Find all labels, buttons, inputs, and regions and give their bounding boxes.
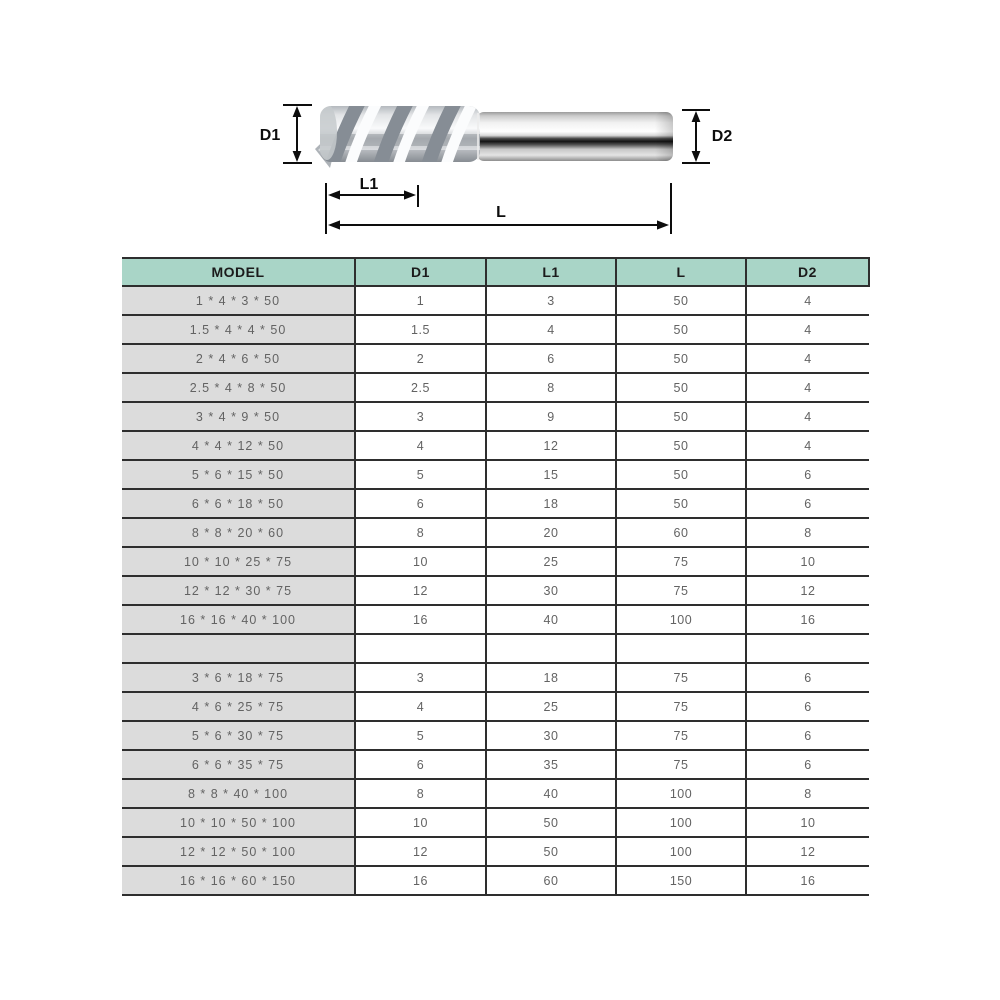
value-cell: 8: [486, 373, 616, 402]
table-row: [122, 576, 869, 605]
value-cell: 6: [746, 460, 869, 489]
spec-table-body: [122, 286, 869, 895]
dim-l-label: L: [496, 204, 506, 221]
value-cell: 4: [746, 431, 869, 460]
value-cell: 3: [355, 402, 486, 431]
value-cell: 18: [486, 663, 616, 692]
value-cell: 75: [616, 692, 746, 721]
dim-d1-label: D1: [259, 127, 281, 144]
table-row: [122, 286, 869, 315]
table-row: [122, 692, 869, 721]
value-cell: 60: [486, 866, 616, 895]
dim-l1-label: L1: [359, 176, 379, 193]
model-cell: 5 * 6 * 30 * 75: [122, 721, 355, 750]
table-row: [122, 663, 869, 692]
value-cell: [746, 634, 869, 663]
model-cell: 4 * 6 * 25 * 75: [122, 692, 355, 721]
model-cell: 8 * 8 * 20 * 60: [122, 518, 355, 547]
value-cell: [616, 634, 746, 663]
table-row: [122, 518, 869, 547]
value-cell: 50: [616, 489, 746, 518]
value-cell: 12: [355, 576, 486, 605]
value-cell: 6: [355, 750, 486, 779]
table-row: [122, 373, 869, 402]
table-row: [122, 315, 869, 344]
model-cell: 5 * 6 * 15 * 50: [122, 460, 355, 489]
value-cell: 4: [355, 431, 486, 460]
value-cell: 40: [486, 779, 616, 808]
value-cell: 40: [486, 605, 616, 634]
model-cell: 1 * 4 * 3 * 50: [122, 286, 355, 315]
value-cell: 1: [355, 286, 486, 315]
value-cell: 10: [746, 808, 869, 837]
column-header-l: L: [616, 258, 746, 286]
table-row-empty: [122, 634, 869, 663]
value-cell: 12: [746, 576, 869, 605]
value-cell: 4: [746, 373, 869, 402]
value-cell: 75: [616, 721, 746, 750]
column-header-l1: L1: [486, 258, 616, 286]
endmill-image: [315, 96, 673, 172]
model-cell: 12 * 12 * 30 * 75: [122, 576, 355, 605]
table-row: [122, 866, 869, 895]
value-cell: 100: [616, 605, 746, 634]
value-cell: 50: [616, 315, 746, 344]
table-row: [122, 750, 869, 779]
value-cell: 3: [486, 286, 616, 315]
value-cell: 15: [486, 460, 616, 489]
value-cell: 50: [616, 373, 746, 402]
model-cell: 6 * 6 * 35 * 75: [122, 750, 355, 779]
value-cell: 12: [355, 837, 486, 866]
value-cell: 150: [616, 866, 746, 895]
value-cell: 25: [486, 692, 616, 721]
table-row: [122, 460, 869, 489]
model-cell: 3 * 6 * 18 * 75: [122, 663, 355, 692]
table-row: [122, 837, 869, 866]
dimension-d2: [682, 110, 710, 163]
value-cell: 5: [355, 460, 486, 489]
model-cell: 16 * 16 * 40 * 100: [122, 605, 355, 634]
value-cell: 2: [355, 344, 486, 373]
value-cell: 50: [616, 402, 746, 431]
value-cell: 16: [355, 866, 486, 895]
model-cell: 2.5 * 4 * 8 * 50: [122, 373, 355, 402]
table-row: [122, 489, 869, 518]
value-cell: 6: [486, 344, 616, 373]
model-cell: 6 * 6 * 18 * 50: [122, 489, 355, 518]
table-row: [122, 431, 869, 460]
value-cell: 30: [486, 721, 616, 750]
value-cell: 5: [355, 721, 486, 750]
value-cell: 4: [746, 286, 869, 315]
value-cell: 12: [486, 431, 616, 460]
value-cell: 6: [746, 663, 869, 692]
value-cell: 6: [746, 750, 869, 779]
value-cell: 35: [486, 750, 616, 779]
spec-table: [122, 257, 870, 896]
model-cell: 10 * 10 * 25 * 75: [122, 547, 355, 576]
model-cell: 4 * 4 * 12 * 50: [122, 431, 355, 460]
value-cell: 16: [355, 605, 486, 634]
table-row: [122, 808, 869, 837]
value-cell: 20: [486, 518, 616, 547]
value-cell: 25: [486, 547, 616, 576]
value-cell: 50: [486, 808, 616, 837]
table-row: [122, 779, 869, 808]
value-cell: 8: [746, 518, 869, 547]
model-cell: 8 * 8 * 40 * 100: [122, 779, 355, 808]
value-cell: 8: [355, 779, 486, 808]
dimension-d1: [283, 105, 312, 163]
model-cell: 12 * 12 * 50 * 100: [122, 837, 355, 866]
value-cell: 16: [746, 866, 869, 895]
value-cell: 16: [746, 605, 869, 634]
model-cell: 1.5 * 4 * 4 * 50: [122, 315, 355, 344]
value-cell: 1.5: [355, 315, 486, 344]
spec-table-header-row: [122, 258, 869, 286]
value-cell: 3: [355, 663, 486, 692]
value-cell: 6: [355, 489, 486, 518]
value-cell: 4: [746, 344, 869, 373]
table-row: [122, 547, 869, 576]
table-row: [122, 344, 869, 373]
value-cell: 6: [746, 721, 869, 750]
value-cell: 6: [746, 692, 869, 721]
value-cell: 50: [616, 460, 746, 489]
value-cell: 100: [616, 779, 746, 808]
value-cell: 8: [746, 779, 869, 808]
value-cell: 50: [616, 344, 746, 373]
value-cell: 100: [616, 837, 746, 866]
dim-d2-label: D2: [711, 128, 733, 145]
model-cell: [122, 634, 355, 663]
table-row: [122, 402, 869, 431]
model-cell: 2 * 4 * 6 * 50: [122, 344, 355, 373]
value-cell: 18: [486, 489, 616, 518]
value-cell: 4: [355, 692, 486, 721]
model-cell: 16 * 16 * 60 * 150: [122, 866, 355, 895]
value-cell: 10: [355, 808, 486, 837]
value-cell: 4: [486, 315, 616, 344]
value-cell: 4: [746, 402, 869, 431]
value-cell: 10: [746, 547, 869, 576]
value-cell: 75: [616, 547, 746, 576]
column-header-model: MODEL: [122, 258, 355, 286]
value-cell: 6: [746, 489, 869, 518]
value-cell: [486, 634, 616, 663]
value-cell: [355, 634, 486, 663]
column-header-d2: D2: [746, 258, 869, 286]
column-header-d1: D1: [355, 258, 486, 286]
value-cell: 9: [486, 402, 616, 431]
model-cell: 10 * 10 * 50 * 100: [122, 808, 355, 837]
value-cell: 75: [616, 750, 746, 779]
table-row: [122, 721, 869, 750]
value-cell: 2.5: [355, 373, 486, 402]
value-cell: 50: [486, 837, 616, 866]
value-cell: 75: [616, 576, 746, 605]
model-cell: 3 * 4 * 9 * 50: [122, 402, 355, 431]
value-cell: 50: [616, 431, 746, 460]
value-cell: 8: [355, 518, 486, 547]
value-cell: 30: [486, 576, 616, 605]
value-cell: 75: [616, 663, 746, 692]
value-cell: 100: [616, 808, 746, 837]
value-cell: 50: [616, 286, 746, 315]
value-cell: 10: [355, 547, 486, 576]
endmill-diagram: [0, 0, 1000, 252]
table-row: [122, 605, 869, 634]
value-cell: 60: [616, 518, 746, 547]
value-cell: 12: [746, 837, 869, 866]
value-cell: 4: [746, 315, 869, 344]
